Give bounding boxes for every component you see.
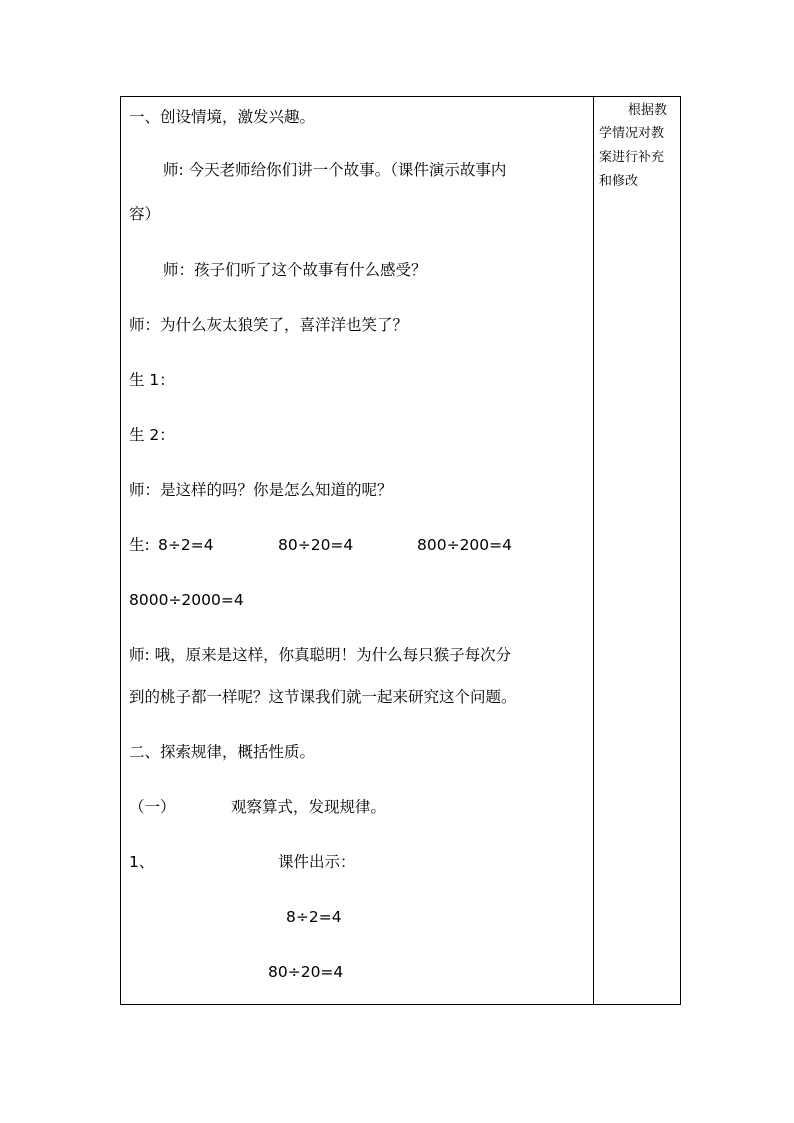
notes-line-4: 和修改 [599, 174, 639, 189]
teacher-line-story: 师: 今天老师给你们讲一个故事。（课件演示故事内 [163, 161, 507, 179]
notes-line-2: 学情况对教 [599, 126, 665, 141]
teacher-line-how: 师：是这样的吗？你是怎么知道的呢？ [129, 481, 393, 499]
section-heading-1: 一、创设情境，激发兴趣。 [129, 108, 316, 126]
lesson-content-cell [121, 97, 593, 1004]
teacher-line-feelings: 师：孩子们听了这个故事有什么感受？ [163, 261, 427, 279]
subsection-title: 观察算式，发现规律。 [231, 798, 387, 816]
notes-line-3: 案进行补充 [599, 150, 665, 165]
equation-8000-div-2000: 8000÷2000=4 [129, 591, 244, 609]
step-text: 课件出示： [278, 853, 356, 871]
lesson-plan-table [120, 96, 681, 1005]
teacher-line-why: 师：为什么灰太狼笑了，喜洋洋也笑了？ [129, 316, 409, 334]
student-line-1: 生 1： [129, 371, 175, 389]
equation-80-div-20: 80÷20=4 [278, 536, 354, 554]
student-line-2: 生 2： [129, 426, 175, 444]
student-prefix: 生: [129, 536, 150, 554]
subsection-number: （一） [129, 798, 176, 816]
notes-cell [594, 97, 680, 1004]
display-equation-80-div-20: 80÷20=4 [268, 963, 344, 981]
equation-8-div-2: 8÷2=4 [158, 536, 214, 554]
teacher-line-clever: 师: 哦，原来是这样，你真聪明！为什么每只猴子每次分 [129, 646, 512, 664]
teacher-line-research: 到的桃子都一样呢？这节课我们就一起来研究这个问题。 [129, 688, 517, 706]
notes-line-1: 根据教 [628, 103, 668, 118]
display-equation-8-div-2: 8÷2=4 [286, 908, 342, 926]
step-number: 1、 [129, 853, 155, 871]
equation-800-div-200: 800÷200=4 [417, 536, 513, 554]
section-heading-2: 二、探索规律，概括性质。 [129, 743, 316, 761]
teacher-line-story-cont: 容） [129, 205, 161, 223]
